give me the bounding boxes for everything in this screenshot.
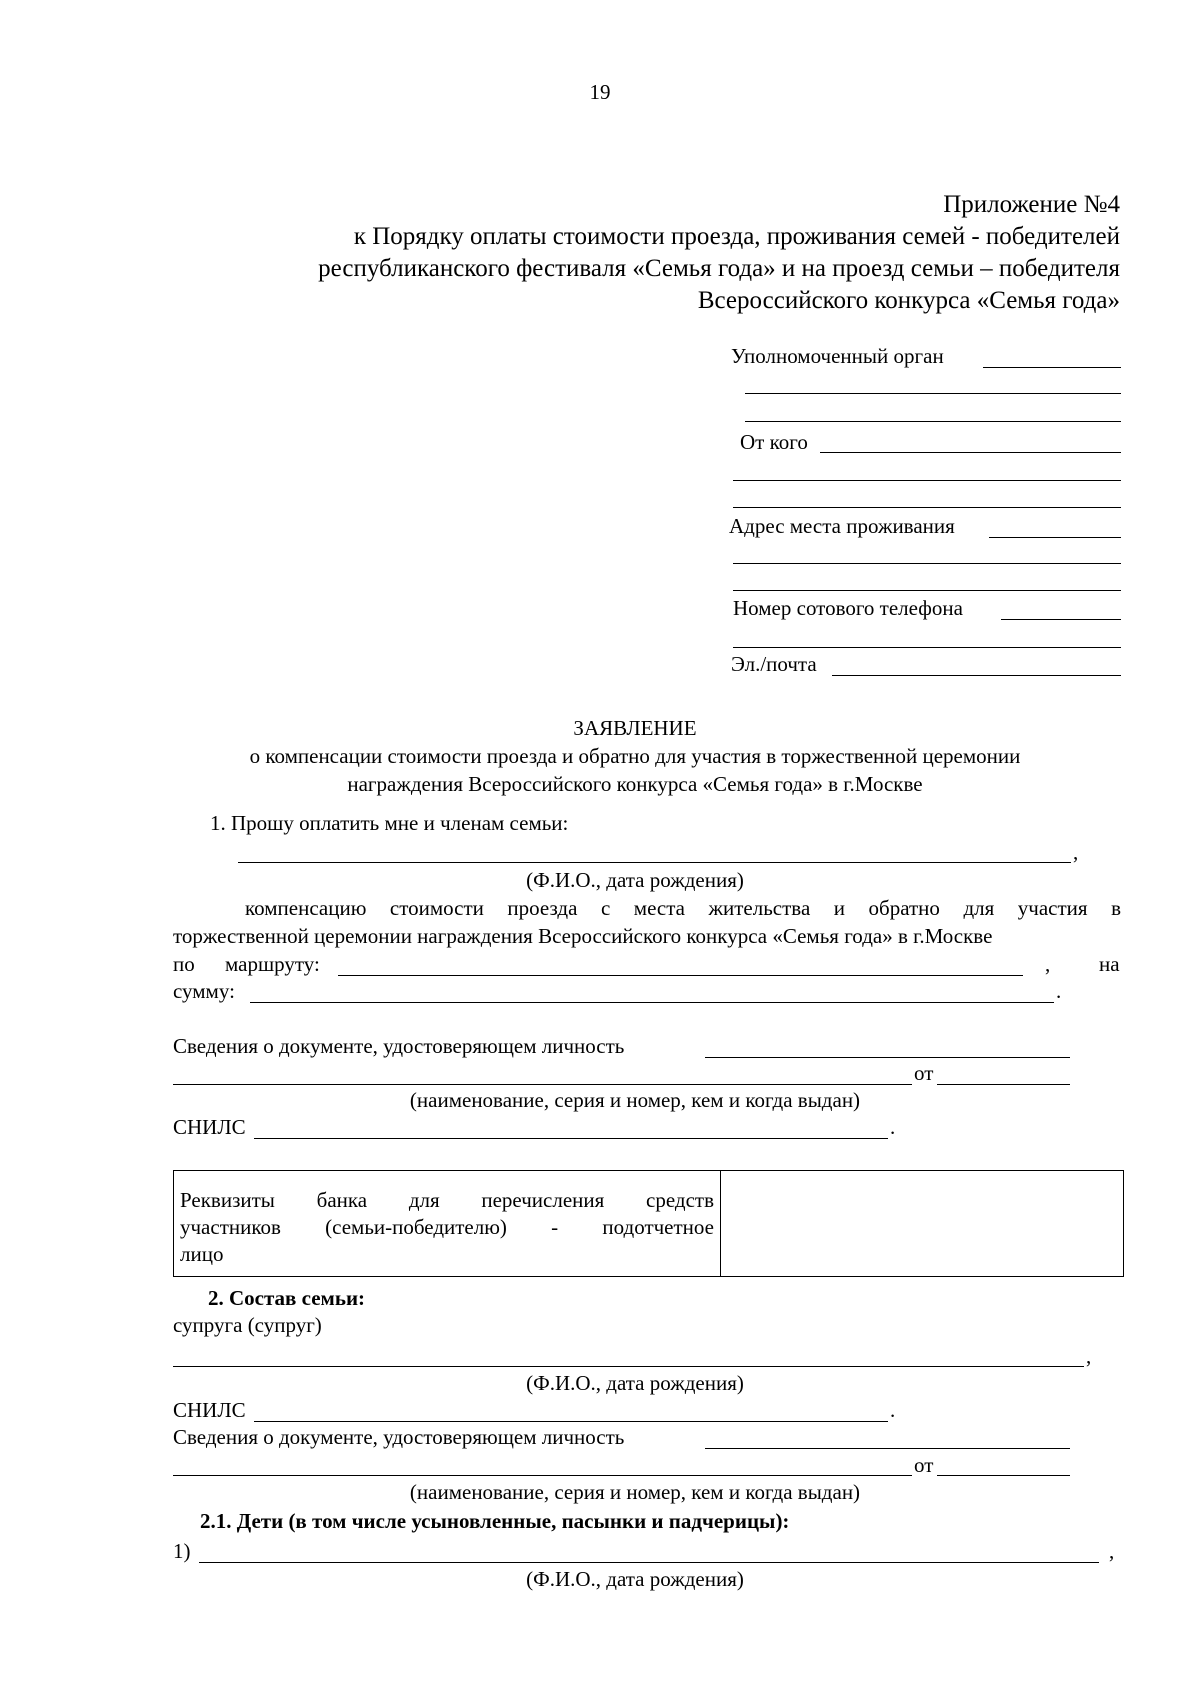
- bank-details-line-3: лицо: [180, 1242, 224, 1266]
- address-line-3[interactable]: [733, 590, 1121, 591]
- authority-label: Уполномоченный орган: [731, 344, 944, 368]
- statement-subtitle-2: награждения Всероссийского конкурса «Семья года» в г.Москве: [347, 772, 923, 796]
- family-composition-title: 2. Состав семьи:: [208, 1286, 366, 1310]
- address-line-2[interactable]: [733, 563, 1121, 564]
- bank-details-label-cell: [174, 1171, 721, 1276]
- spouse-snils-label: СНИЛС: [173, 1398, 246, 1422]
- email-line[interactable]: [832, 675, 1121, 676]
- statement-title: ЗАЯВЛЕНИЕ: [573, 716, 697, 740]
- bank-details-value-cell[interactable]: [721, 1171, 1123, 1276]
- snils-dot: .: [890, 1115, 896, 1139]
- email-label: Эл./почта: [731, 652, 817, 676]
- from-label: От кого: [740, 430, 808, 454]
- address-line[interactable]: [989, 537, 1121, 538]
- phone-line[interactable]: [1001, 619, 1121, 620]
- appendix-title: Приложение №4: [943, 191, 1120, 218]
- statement-subtitle-1: о компенсации стоимости проезда и обратно для участия в торжественной церемонии: [249, 744, 1021, 768]
- spouse-label: супруга (супруг): [173, 1313, 322, 1337]
- request-text: 1. Прошу оплатить мне и членам семьи:: [210, 811, 569, 835]
- sum-line[interactable]: [250, 1002, 1054, 1003]
- sum-dot: .: [1056, 979, 1062, 1003]
- spouse-snils-dot: .: [890, 1398, 896, 1422]
- authority-line-2[interactable]: [745, 393, 1121, 394]
- spouse-id-date-line[interactable]: [937, 1475, 1070, 1476]
- child-1-name-hint: (Ф.И.О., дата рождения): [526, 1567, 744, 1591]
- child-1-comma: ,: [1109, 1539, 1115, 1563]
- bank-details-line-1: Реквизиты банка для перечисления средств: [180, 1188, 714, 1212]
- route-label: маршруту:: [225, 952, 320, 976]
- from-line[interactable]: [820, 452, 1121, 453]
- phone-line-2[interactable]: [733, 647, 1121, 648]
- name-hint: (Ф.И.О., дата рождения): [526, 868, 744, 892]
- bank-details-line-2: участников (семьи-победителю) - подотчетное: [180, 1215, 714, 1239]
- route-po: по: [173, 952, 195, 976]
- authority-line-3[interactable]: [745, 421, 1121, 422]
- child-1-number: 1): [173, 1539, 191, 1563]
- spouse-id-hint: (наименование, серия и номер, кем и когда выдан): [409, 1480, 861, 1504]
- family-members-comma: ,: [1073, 840, 1079, 864]
- route-comma: ,: [1045, 952, 1051, 976]
- appendix-line-2: республиканского фестиваля «Семья года» и на проезд семьи – победителя: [318, 255, 1120, 282]
- spouse-id-document-line-2[interactable]: [173, 1475, 912, 1476]
- route-line[interactable]: [338, 975, 1023, 976]
- child-1-line[interactable]: [199, 1562, 1099, 1563]
- spouse-comma: ,: [1086, 1344, 1092, 1368]
- from-line-3[interactable]: [733, 507, 1121, 508]
- compensation-text-2: торжественной церемонии награждения Всероссийского конкурса «Семья года» в г.Москве: [173, 924, 993, 948]
- appendix-line-3: Всероссийского конкурса «Семья года»: [697, 287, 1120, 314]
- route-na: на: [1099, 952, 1120, 976]
- children-title: 2.1. Дети (в том числе усыновленные, пасынки и падчерицы):: [200, 1509, 790, 1533]
- address-label: Адрес места проживания: [729, 514, 955, 538]
- spouse-name-line[interactable]: [173, 1366, 1084, 1367]
- id-date-line[interactable]: [937, 1084, 1070, 1085]
- phone-label: Номер сотового телефона: [733, 596, 963, 620]
- compensation-text-1: компенсацию стоимости проезда с места жительства и обратно для участия в: [245, 896, 1121, 920]
- id-from-label: от: [914, 1061, 934, 1085]
- family-members-line[interactable]: [238, 862, 1071, 863]
- from-line-2[interactable]: [733, 480, 1121, 481]
- id-document-line-2[interactable]: [173, 1084, 912, 1085]
- sum-label: сумму:: [173, 979, 235, 1003]
- spouse-id-from-label: от: [914, 1453, 934, 1477]
- snils-label: СНИЛС: [173, 1115, 246, 1139]
- bank-details-table: [173, 1170, 1124, 1277]
- appendix-line-1: к Порядку оплаты стоимости проезда, проживания семей - победителей: [353, 223, 1120, 250]
- spouse-name-hint: (Ф.И.О., дата рождения): [526, 1371, 744, 1395]
- id-hint: (наименование, серия и номер, кем и когда выдан): [409, 1088, 861, 1112]
- page-number: 19: [589, 80, 611, 104]
- spouse-snils-line[interactable]: [254, 1421, 888, 1422]
- authority-line[interactable]: [983, 367, 1121, 368]
- spouse-id-document-label: Сведения о документе, удостоверяющем личность: [173, 1425, 625, 1449]
- spouse-id-document-line[interactable]: [705, 1448, 1070, 1449]
- id-document-line[interactable]: [705, 1057, 1070, 1058]
- snils-line[interactable]: [254, 1138, 888, 1139]
- id-document-label: Сведения о документе, удостоверяющем личность: [173, 1034, 625, 1058]
